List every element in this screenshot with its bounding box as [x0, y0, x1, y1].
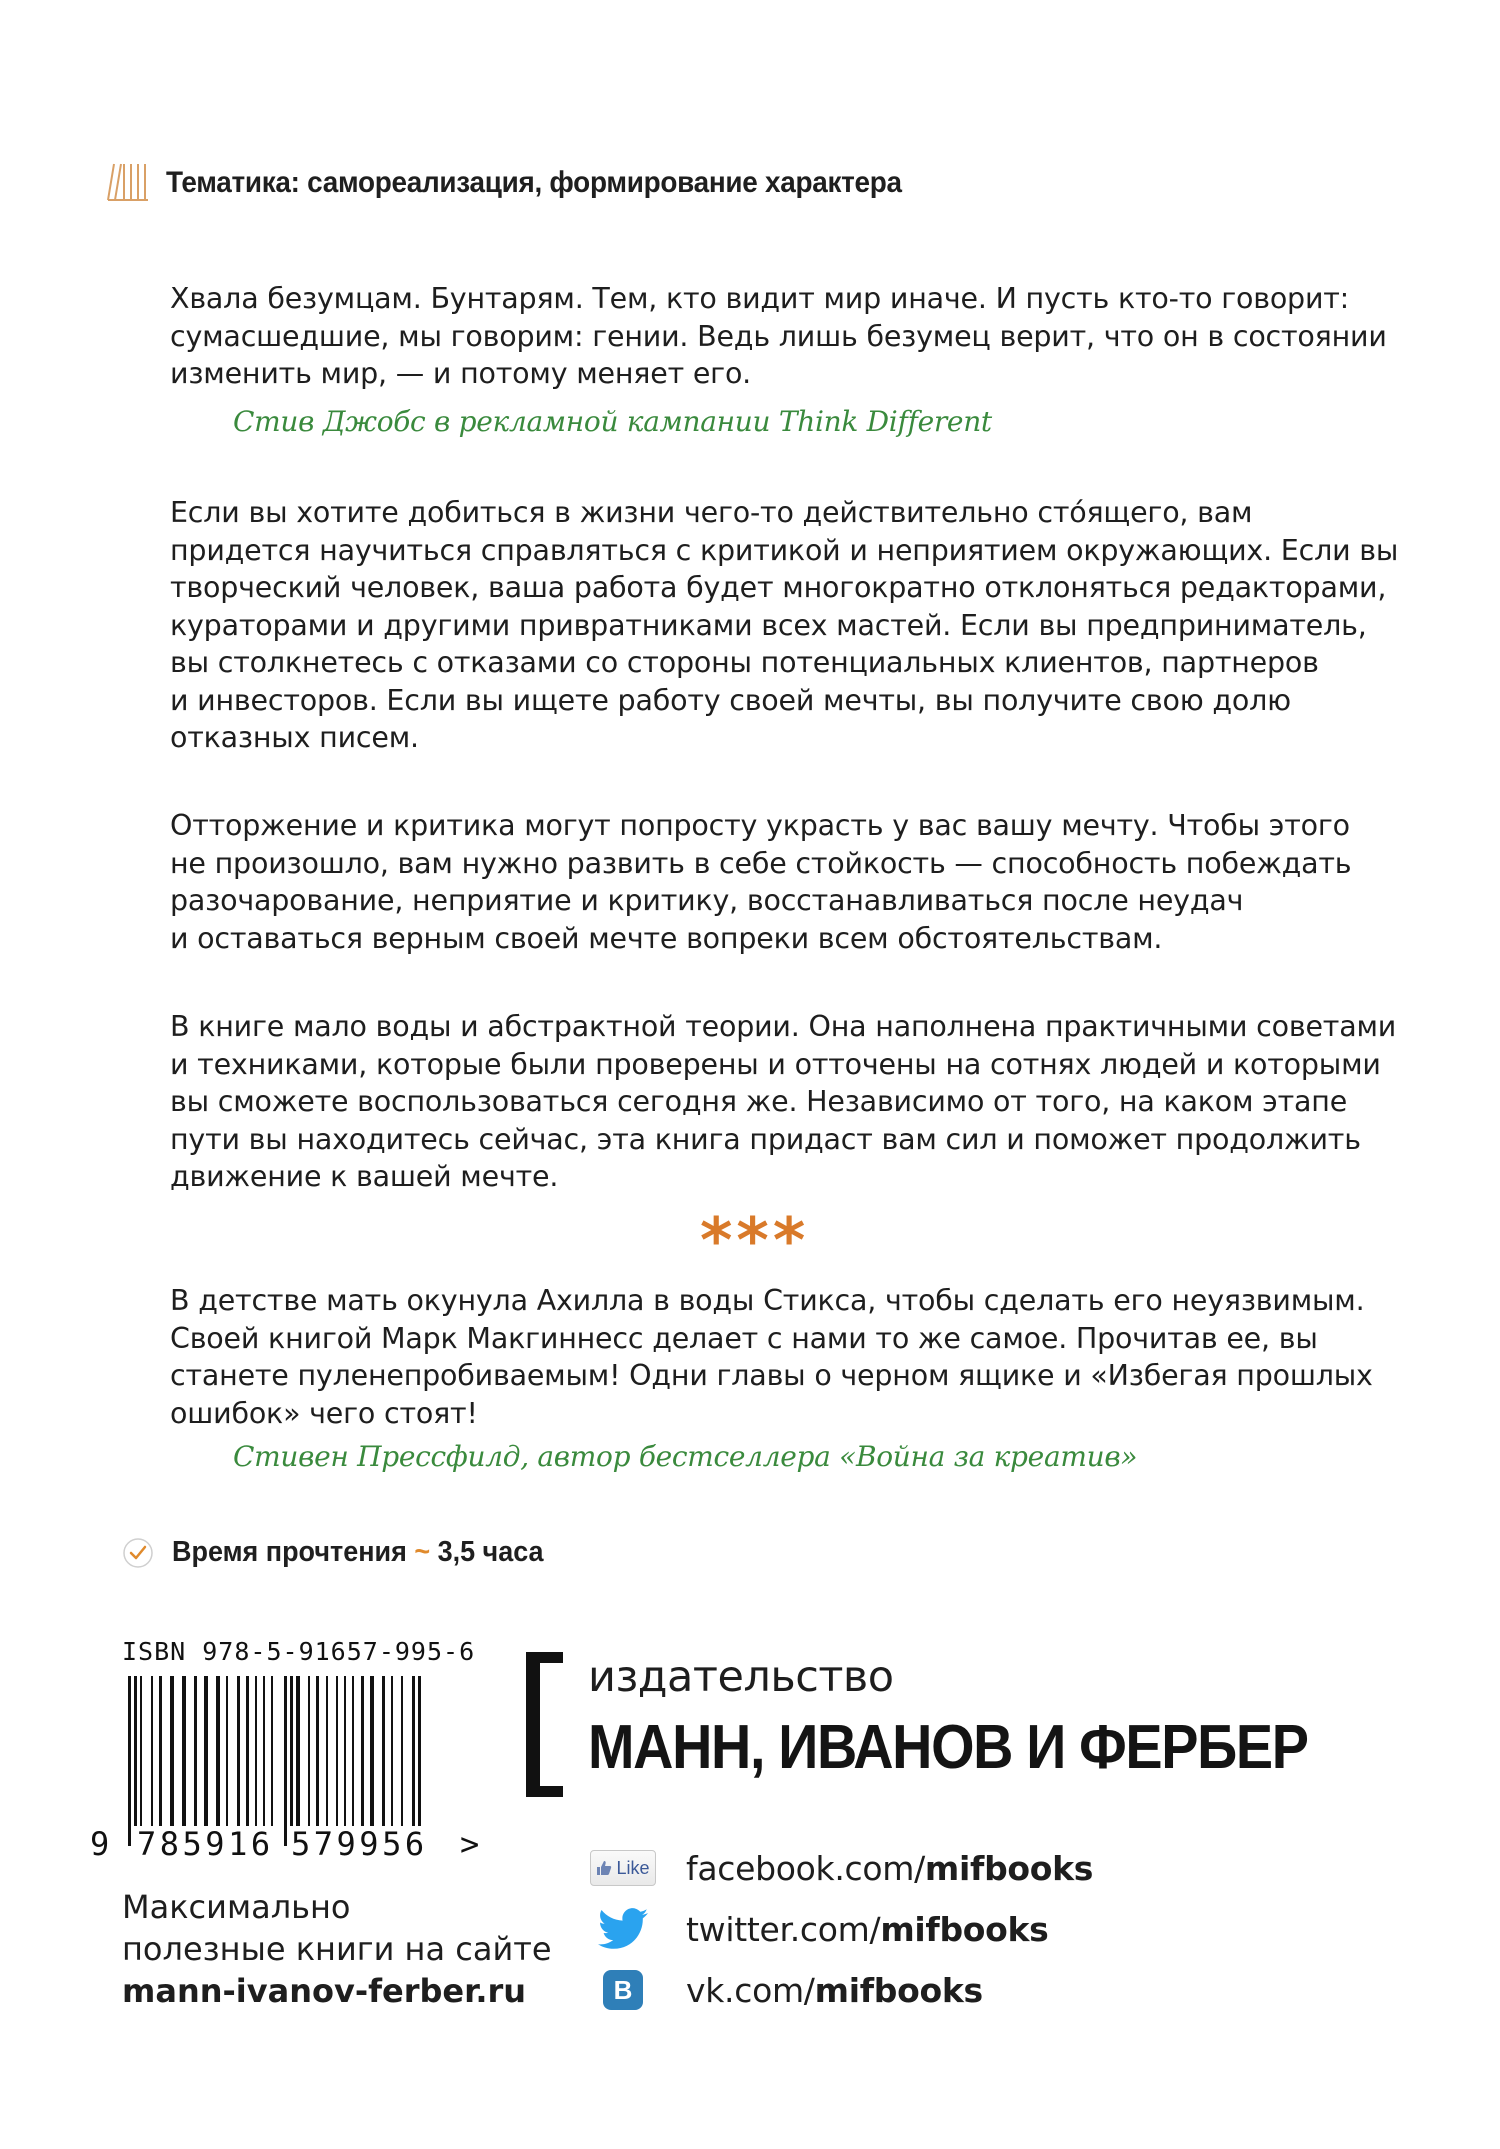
barcode-bar [361, 1676, 364, 1826]
social-facebook[interactable] [588, 1845, 1093, 1891]
text-line: изменить мир, — и потому меняет его. [170, 357, 752, 390]
barcode-bar [316, 1676, 319, 1826]
barcode-bar [284, 1676, 287, 1846]
vk-icon: В [603, 1970, 643, 2010]
publisher-bracket-icon [525, 1652, 565, 1801]
text-line: и техниками, которые были проверены и отточены на сотнях людей и которыми [170, 1047, 1381, 1081]
barcode-bar [226, 1676, 228, 1826]
barcode-bar [344, 1676, 346, 1826]
text-line: пути вы находитесь сейчас, эта книга придаст вам сил и поможет продолжить [170, 1122, 1361, 1156]
text-line: и оставаться верным своей мечте вопреки всем обстоятельствам. [170, 921, 1163, 955]
text-line: В книге мало воды и абстрактной теории. Она наполнена практичными советами [170, 1010, 1397, 1043]
text-line: ошибок» чего стоят! [170, 1396, 478, 1430]
barcode-bar [151, 1676, 153, 1826]
barcode-bar [336, 1676, 338, 1826]
text-line: Отторжение и критика могут попросту украсть у вас вашу мечту. Чтобы этого [170, 809, 1350, 842]
barcode-bar [263, 1676, 265, 1826]
text-line: движение к вашей мечте. [170, 1160, 559, 1193]
review-attribution: Стивен Прессфилд, автор бестселлера «Война за креатив» [233, 1440, 1138, 1473]
epigraph-attribution: Стив Джобс в рекламной кампании Think Different [233, 405, 992, 438]
reading-time [172, 1536, 544, 1569]
epigraph [170, 280, 1387, 393]
barcode-bar [401, 1676, 403, 1826]
barcode-bar [128, 1676, 131, 1846]
text-line: не произошло, вам нужно развить в себе стойкость — способность побеждать [170, 846, 1352, 880]
barcode-bar [296, 1676, 300, 1826]
barcode-bar [246, 1676, 249, 1826]
barcode-bar [255, 1676, 257, 1826]
text-line: кураторами и другими привратниками всех мастей. Если вы предприниматель, [170, 608, 1367, 642]
text-line: творческий человек, ваша работа будет многократно отклоняться редакторами, [170, 571, 1387, 604]
barcode-bar [216, 1676, 220, 1826]
barcode-digits-left: 785916 [134, 1826, 277, 1862]
barcode-first-digit: 9 [90, 1825, 113, 1863]
social-vk[interactable] [588, 1967, 983, 2013]
text-line: и инвесторов. Если вы ищете работу своей мечты, вы получите свою долю [170, 683, 1291, 717]
barcode-bar [204, 1676, 208, 1826]
facebook-like-icon [590, 1850, 656, 1886]
site-line: Максимально [122, 1888, 351, 1926]
paragraph [170, 807, 1352, 957]
text-line: станете пуленепробиваемым! Одни главы о черном ящике и «Избегая прошлых [170, 1359, 1373, 1392]
barcode-bar [391, 1676, 393, 1826]
social-twitter[interactable] [588, 1906, 1049, 1952]
check-circle-icon [122, 1537, 154, 1569]
barcode [122, 1676, 452, 1850]
text-line: разочарование, неприятие и критику, восстанавливаться после неудач [170, 884, 1244, 917]
text-line: вы сможете воспользоваться сегодня же. Независимо от того, на каком этапе [170, 1085, 1348, 1118]
reading-time-value: 3,5 часа [437, 1536, 544, 1568]
barcode-bar [418, 1676, 421, 1846]
publisher-label: издательство [588, 1652, 894, 1702]
barcode-bar [412, 1676, 415, 1846]
books-icon [106, 160, 150, 202]
reading-time-tilde: ~ [414, 1536, 431, 1568]
barcode-bar [271, 1676, 273, 1826]
barcode-end-mark: > [460, 1825, 483, 1863]
barcode-bar [237, 1676, 240, 1826]
text-line: придется научиться справляться с критикой и неприятием окружающих. Если вы [170, 533, 1399, 567]
barcode-bar [170, 1676, 174, 1826]
barcode-bar [382, 1676, 385, 1826]
social-link[interactable]: twitter.com/mifbooks [686, 1909, 1049, 1949]
site-url-link[interactable]: mann-ivanov-ferber.ru [122, 1972, 527, 2010]
review [170, 1282, 1373, 1432]
topic-label: Тематика: самореализация, формирование характера [166, 166, 902, 199]
epigraph-text [170, 280, 1387, 393]
barcode-digits-right: 579956 [288, 1826, 431, 1862]
barcode-bar [370, 1676, 374, 1826]
social-link[interactable]: vk.com/mifbooks [686, 1970, 983, 2010]
text-line: отказных писем. [170, 721, 419, 754]
barcode-bar [326, 1676, 328, 1826]
twitter-bird-icon [588, 1907, 658, 1951]
barcode-bar [290, 1676, 293, 1846]
paragraph [170, 1008, 1397, 1196]
text-line: Если вы хотите добиться в жизни чего-то действительно сто́ящего, вам [170, 496, 1253, 529]
barcode-bar [352, 1676, 354, 1826]
paragraph [170, 494, 1399, 757]
barcode-bar [159, 1676, 162, 1826]
text-line: вы столкнетесь с отказами со стороны потенциальных клиентов, партнеров [170, 646, 1319, 679]
barcode-bar [194, 1676, 197, 1826]
like-label: Like [616, 1857, 650, 1878]
barcode-bar [134, 1676, 137, 1846]
isbn-label: ISBN 978-5-91657-995-6 [122, 1637, 476, 1666]
text-line: сумасшедшие, мы говорим: гении. Ведь лишь безумец верит, что он в состоянии [170, 319, 1387, 353]
barcode-bar [308, 1676, 310, 1826]
section-separator: *** [700, 1204, 810, 1277]
social-link[interactable]: facebook.com/mifbooks [686, 1848, 1094, 1888]
publisher-name: МАНН, ИВАНОВ И ФЕРБЕР [588, 1713, 1308, 1782]
text-line: Своей книгой Марк Макгиннесс делает с нами то же самое. Прочитав ее, вы [170, 1321, 1318, 1355]
site-line: полезные книги на сайте [122, 1930, 552, 1968]
reading-time-label: Время прочтения [172, 1536, 407, 1568]
barcode-bar [182, 1676, 186, 1826]
barcode-bar [140, 1676, 142, 1826]
text-line: В детстве мать окунула Ахилла в воды Стикса, чтобы сделать его неуязвимым. [170, 1284, 1365, 1317]
site-block [122, 1886, 552, 2012]
text-line: Хвала безумцам. Бунтарям. Тем, кто видит мир иначе. И пусть кто-то говорит: [170, 282, 1350, 315]
